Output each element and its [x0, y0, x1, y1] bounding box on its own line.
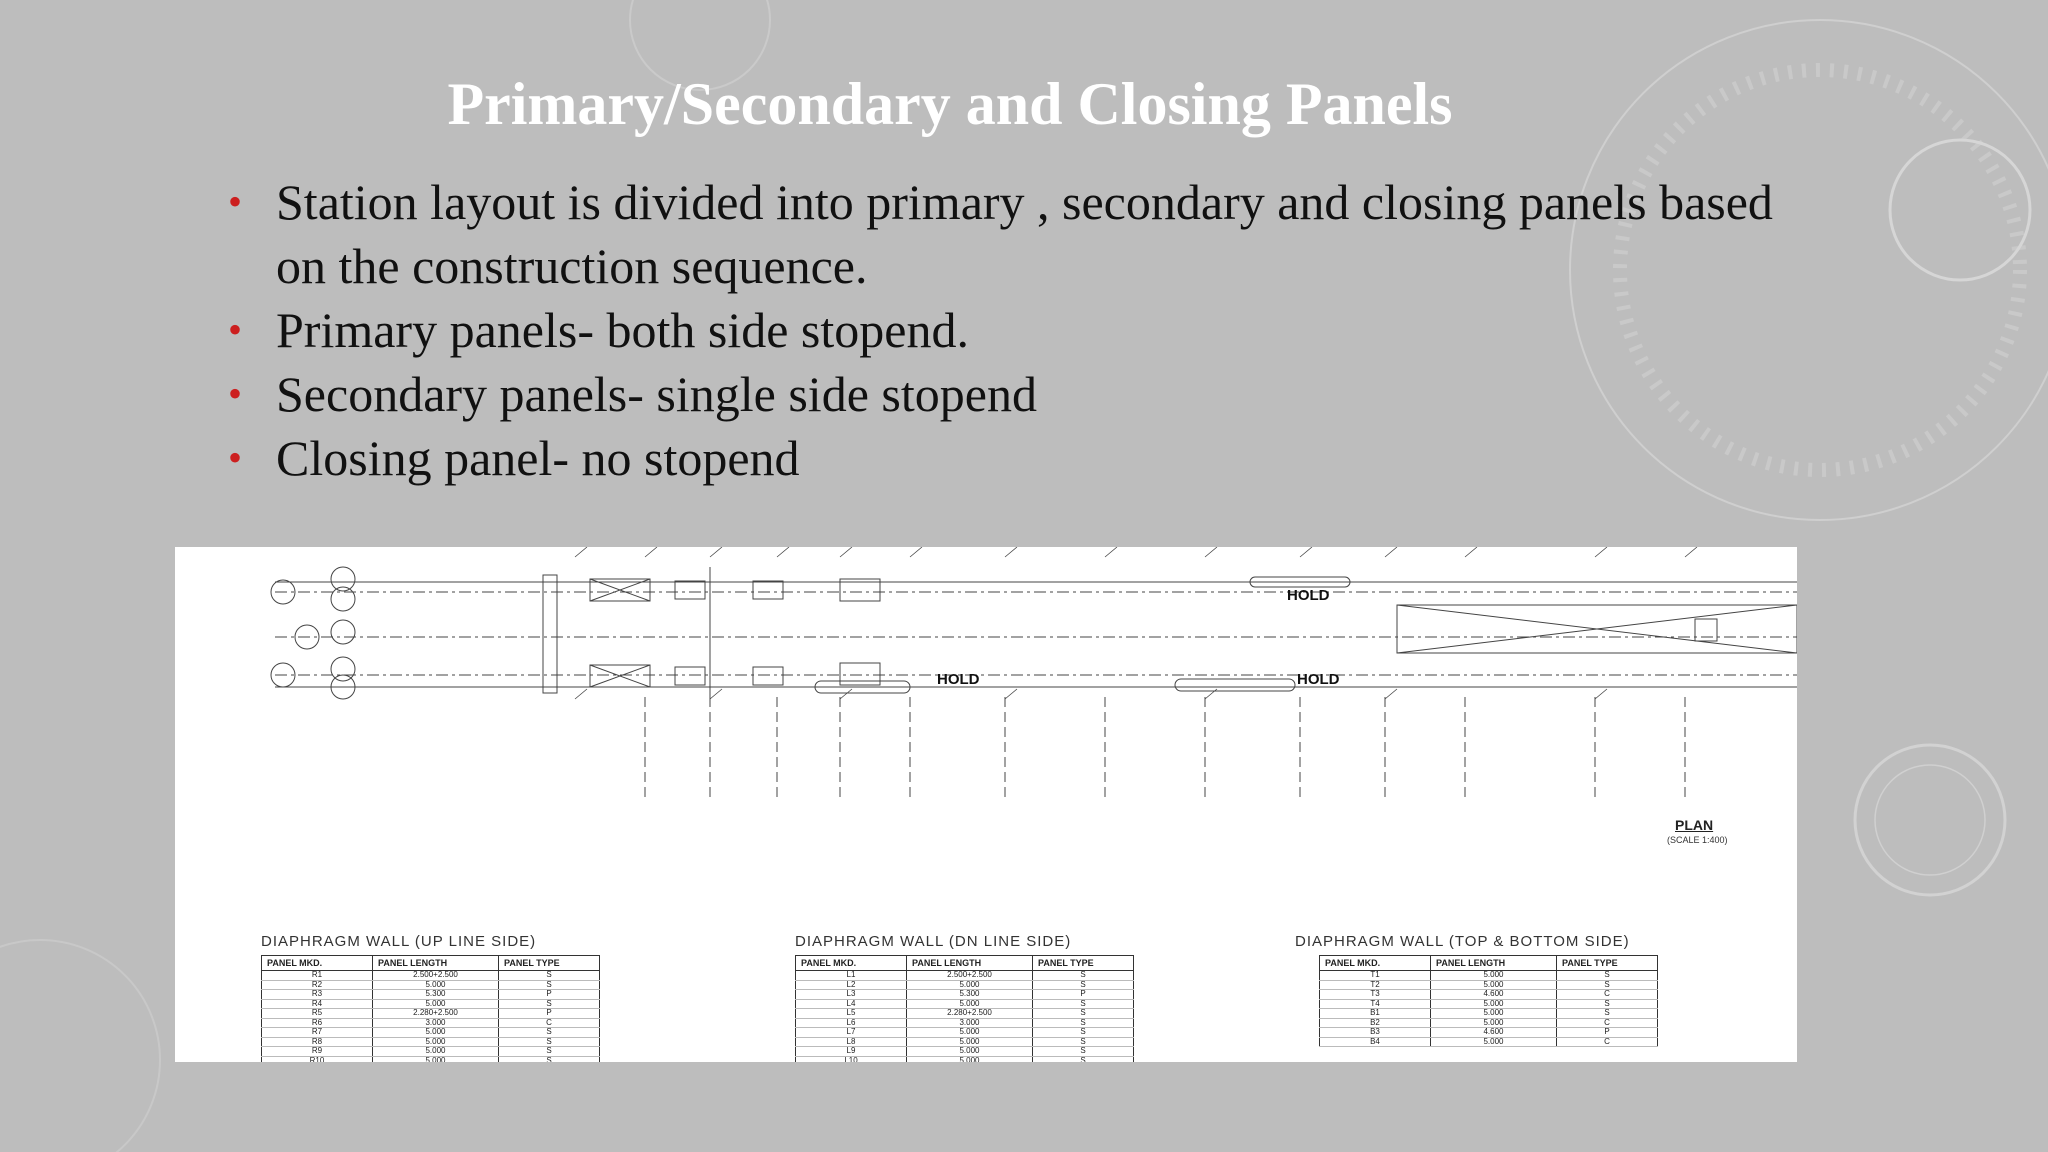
table-cell: 5.000 [1431, 1037, 1557, 1047]
table-cell: L2 [796, 980, 907, 990]
panel-table-dn-line [795, 933, 1134, 1062]
table-row [796, 1056, 1134, 1062]
table-row [796, 971, 1134, 981]
table-cell: S [1033, 1037, 1134, 1047]
table-cell: 5.000 [373, 1056, 499, 1062]
table-cell: S [1033, 971, 1134, 981]
table-row [1320, 971, 1658, 981]
table-cell: P [1033, 990, 1134, 1000]
engineering-drawing [175, 547, 1797, 1062]
column-header: PANEL TYPE [1033, 956, 1134, 971]
bullet-text: Station layout is divided into primary , secondary and closing panels based on the construction sequence. [276, 174, 1773, 294]
table-cell: S [1033, 1018, 1134, 1028]
table-cell: P [499, 990, 600, 1000]
table-cell: 4.600 [1431, 1028, 1557, 1038]
station-plan-drawing [175, 547, 1797, 877]
table-cell: 5.000 [907, 980, 1033, 990]
bullet-dot-icon: • [228, 371, 243, 416]
bullet-text: Secondary panels- single side stopend [276, 366, 1037, 422]
table-title: DIAPHRAGM WALL (UP LINE SIDE) [261, 933, 537, 950]
panel-table-top-bottom [1295, 933, 1658, 1047]
table-cell: C [1557, 990, 1658, 1000]
table-cell: 5.000 [907, 1028, 1033, 1038]
table-row [1320, 1037, 1658, 1047]
table-row [262, 971, 600, 981]
table-cell: C [1557, 1037, 1658, 1047]
column-header: PANEL LENGTH [373, 956, 499, 971]
table-cell: 5.000 [373, 1037, 499, 1047]
table-cell: B3 [1320, 1028, 1431, 1038]
bullet-dot-icon: • [228, 435, 243, 480]
table-cell: L3 [796, 990, 907, 1000]
table-cell: S [499, 971, 600, 981]
table-cell: L5 [796, 1009, 907, 1019]
table-cell: S [1033, 1047, 1134, 1057]
hold-label: HOLD [937, 671, 980, 688]
plan-scale: (SCALE 1:400) [1667, 835, 1728, 845]
panel-table-up-line [261, 933, 600, 1062]
column-header: PANEL MKD. [1320, 956, 1431, 971]
table-cell: S [1033, 1028, 1134, 1038]
table-cell: P [499, 1009, 600, 1019]
table-cell: T2 [1320, 980, 1431, 990]
hold-label: HOLD [1297, 671, 1340, 688]
table-cell: L9 [796, 1047, 907, 1057]
table-cell: S [499, 980, 600, 990]
table-cell: 5.000 [907, 999, 1033, 1009]
table-cell: 2.500+2.500 [373, 971, 499, 981]
bullet-text: Closing panel- no stopend [276, 430, 800, 486]
table-cell: 5.000 [1431, 1009, 1557, 1019]
table-cell: R9 [262, 1047, 373, 1057]
table-cell: S [1033, 1056, 1134, 1062]
table-row [796, 1028, 1134, 1038]
table-cell: S [1033, 980, 1134, 990]
table-row [796, 1047, 1134, 1057]
table-cell: L10 [796, 1056, 907, 1062]
table-cell: R5 [262, 1009, 373, 1019]
table-cell: 2.280+2.500 [373, 1009, 499, 1019]
table-row [796, 990, 1134, 1000]
table-cell: T3 [1320, 990, 1431, 1000]
table-cell: T1 [1320, 971, 1431, 981]
table-cell: 5.000 [373, 999, 499, 1009]
table-title: DIAPHRAGM WALL (TOP & BOTTOM SIDE) [1295, 933, 1630, 950]
table-row [262, 990, 600, 1000]
table-row [1320, 1028, 1658, 1038]
table-cell: 2.500+2.500 [907, 971, 1033, 981]
table-cell: S [1033, 999, 1134, 1009]
bullet-dot-icon: • [228, 307, 243, 352]
table-row [1320, 990, 1658, 1000]
table-cell: R6 [262, 1018, 373, 1028]
table-cell: R8 [262, 1037, 373, 1047]
hold-label: HOLD [1287, 587, 1330, 604]
table-cell: P [1557, 1028, 1658, 1038]
table-row [262, 1028, 600, 1038]
table-cell: S [1557, 971, 1658, 981]
table-cell: L1 [796, 971, 907, 981]
table-cell: L4 [796, 999, 907, 1009]
bullet-item [222, 426, 1802, 490]
bullet-list [222, 170, 1802, 490]
table-cell: R4 [262, 999, 373, 1009]
bullet-text: Primary panels- both side stopend. [276, 302, 969, 358]
column-header: PANEL MKD. [262, 956, 373, 971]
table-row [262, 1056, 600, 1062]
table-cell: 5.000 [907, 1047, 1033, 1057]
table-cell: R10 [262, 1056, 373, 1062]
table-cell: C [499, 1018, 600, 1028]
table-cell: R3 [262, 990, 373, 1000]
panel-table [261, 955, 600, 1062]
table-cell: C [1557, 1018, 1658, 1028]
table-cell: 5.000 [907, 1056, 1033, 1062]
table-cell: 5.000 [1431, 999, 1557, 1009]
column-header: PANEL LENGTH [1431, 956, 1557, 971]
table-cell: 5.000 [373, 1047, 499, 1057]
table-cell: B1 [1320, 1009, 1431, 1019]
table-cell: S [499, 1047, 600, 1057]
table-cell: L6 [796, 1018, 907, 1028]
bullet-dot-icon: • [228, 179, 243, 224]
column-header: PANEL MKD. [796, 956, 907, 971]
table-cell: 5.000 [373, 980, 499, 990]
table-cell: S [1557, 1009, 1658, 1019]
column-header: PANEL TYPE [1557, 956, 1658, 971]
bullet-item [222, 298, 1802, 362]
table-cell: R1 [262, 971, 373, 981]
table-row [1320, 1009, 1658, 1019]
table-cell: S [1557, 999, 1658, 1009]
table-title: DIAPHRAGM WALL (DN LINE SIDE) [795, 933, 1072, 950]
table-cell: S [499, 1028, 600, 1038]
table-cell: B4 [1320, 1037, 1431, 1047]
table-cell: S [1033, 1009, 1134, 1019]
table-cell: 3.000 [907, 1018, 1033, 1028]
table-cell: L7 [796, 1028, 907, 1038]
table-row [796, 1009, 1134, 1019]
bullet-item [222, 362, 1802, 426]
panel-table [795, 955, 1134, 1062]
table-cell: 5.000 [1431, 980, 1557, 990]
table-cell: 5.300 [907, 990, 1033, 1000]
table-cell: R7 [262, 1028, 373, 1038]
table-cell: S [1557, 980, 1658, 990]
table-cell: 3.000 [373, 1018, 499, 1028]
table-cell: B2 [1320, 1018, 1431, 1028]
column-header: PANEL TYPE [499, 956, 600, 971]
panel-table [1319, 955, 1658, 1047]
table-cell: 2.280+2.500 [907, 1009, 1033, 1019]
table-cell: T4 [1320, 999, 1431, 1009]
table-cell: S [499, 1056, 600, 1062]
slide-title: Primary/Secondary and Closing Panels [447, 71, 1453, 137]
table-cell: R2 [262, 980, 373, 990]
table-cell: 5.000 [1431, 971, 1557, 981]
table-cell: L8 [796, 1037, 907, 1047]
plan-label: PLAN [1675, 817, 1714, 833]
table-cell: 5.300 [373, 990, 499, 1000]
bullet-item [222, 170, 1802, 298]
table-cell: 5.000 [1431, 1018, 1557, 1028]
table-cell: 5.000 [907, 1037, 1033, 1047]
table-cell: 5.000 [373, 1028, 499, 1038]
table-row [262, 1047, 600, 1057]
column-header: PANEL LENGTH [907, 956, 1033, 971]
table-row [262, 1009, 600, 1019]
table-cell: 4.600 [1431, 990, 1557, 1000]
table-cell: S [499, 1037, 600, 1047]
table-cell: S [499, 999, 600, 1009]
